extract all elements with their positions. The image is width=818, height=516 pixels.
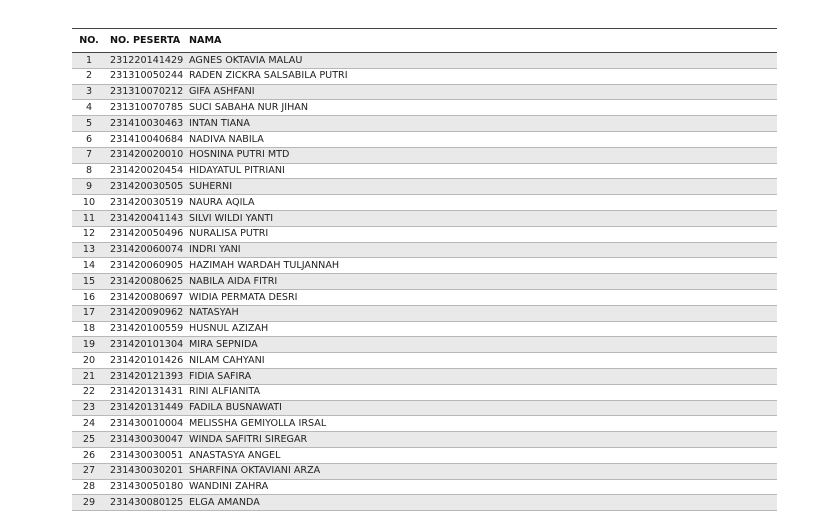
row-nama: MELISSHA GEMIYOLLA IRSAL <box>189 417 327 429</box>
table-row <box>72 68 777 84</box>
row-no-peserta: 231420060905 <box>110 259 184 271</box>
row-no-peserta: 231310050244 <box>110 70 184 82</box>
table-row <box>72 210 777 226</box>
row-no: 16 <box>82 291 96 303</box>
row-no: 4 <box>85 101 93 113</box>
row-nama: ANASTASYA ANGEL <box>189 449 281 461</box>
row-no-peserta: 231420030505 <box>110 180 184 192</box>
row-no: 13 <box>82 244 96 256</box>
row-nama: SUHERNI <box>189 180 233 192</box>
row-no: 21 <box>82 370 96 382</box>
table-row <box>72 353 777 369</box>
row-no: 6 <box>85 133 93 145</box>
row-no: 25 <box>82 433 96 445</box>
row-nama: NATASYAH <box>189 307 239 319</box>
row-nama: SILVI WILDI YANTI <box>189 212 274 224</box>
table-row <box>72 289 777 305</box>
row-no-peserta: 231420121393 <box>110 370 184 382</box>
row-nama: NILAM CAHYANI <box>189 354 265 366</box>
table-row <box>72 432 777 448</box>
row-nama: RINI ALFIANITA <box>189 386 261 398</box>
table-row <box>72 131 777 147</box>
table-row <box>72 400 777 416</box>
table-row <box>72 163 777 179</box>
row-no-peserta: 231420101304 <box>110 338 184 350</box>
table-row <box>72 100 777 116</box>
row-no: 2 <box>85 70 93 82</box>
row-nama: GIFA ASHFANI <box>189 86 255 98</box>
row-nama: NAURA AQILA <box>189 196 255 208</box>
table-row <box>72 416 777 432</box>
row-no: 1 <box>85 54 93 66</box>
row-nama: HAZIMAH WARDAH TULJANNAH <box>189 259 340 271</box>
row-no: 8 <box>85 165 93 177</box>
row-no: 12 <box>82 228 96 240</box>
row-no-peserta: 231410030463 <box>110 117 184 129</box>
table-header <box>72 29 777 53</box>
row-nama: HUSNUL AZIZAH <box>189 323 269 335</box>
row-no-peserta: 231420050496 <box>110 228 184 240</box>
row-no: 27 <box>82 465 96 477</box>
table-row <box>72 242 777 258</box>
row-no-peserta: 231420020010 <box>110 149 184 161</box>
row-no: 20 <box>82 354 96 366</box>
row-no-peserta: 231410040684 <box>110 133 184 145</box>
row-no: 28 <box>82 481 96 493</box>
row-nama: NURALISA PUTRI <box>189 228 269 240</box>
row-nama: SUCI SABAHA NUR JIHAN <box>189 101 309 113</box>
row-no: 18 <box>82 323 96 335</box>
table-row <box>72 258 777 274</box>
table-row <box>72 179 777 195</box>
row-no-peserta: 231420101426 <box>110 354 184 366</box>
participant-table <box>72 28 777 511</box>
row-no-peserta: 231420030519 <box>110 196 184 208</box>
row-no-peserta: 231420100559 <box>110 323 184 335</box>
table-row <box>72 53 777 69</box>
row-no: 10 <box>82 196 96 208</box>
table-row <box>72 305 777 321</box>
header-no: NO. <box>79 34 99 46</box>
row-nama: HOSNINA PUTRI MTD <box>189 149 290 161</box>
row-no: 3 <box>85 86 93 98</box>
table-row <box>72 368 777 384</box>
row-nama: SHARFINA OKTAVIANI ARZA <box>189 465 321 477</box>
table-row <box>72 147 777 163</box>
row-nama: AGNES OKTAVIA MALAU <box>189 54 303 66</box>
row-no: 7 <box>85 149 93 161</box>
row-no: 5 <box>85 117 93 129</box>
row-no-peserta: 231430030047 <box>110 433 184 445</box>
table-body <box>72 53 777 511</box>
row-no-peserta: 231420090962 <box>110 307 184 319</box>
row-nama: FIDIA SAFIRA <box>189 370 252 382</box>
row-no-peserta: 231430080125 <box>110 496 184 508</box>
table-row <box>72 463 777 479</box>
row-nama: NADIVA NABILA <box>189 133 264 145</box>
row-nama: WIDIA PERMATA DESRI <box>189 291 298 303</box>
row-no-peserta: 231310070785 <box>110 101 184 113</box>
header-no-peserta: NO. PESERTA <box>110 34 181 46</box>
row-nama: WINDA SAFITRI SIREGAR <box>189 433 308 445</box>
row-no: 11 <box>82 212 96 224</box>
row-nama: MIRA SEPNIDA <box>189 338 258 350</box>
row-no-peserta: 231420131431 <box>110 386 184 398</box>
row-no-peserta: 231420020454 <box>110 165 184 177</box>
row-no-peserta: 231430050180 <box>110 481 184 493</box>
row-no: 26 <box>82 449 96 461</box>
table-row <box>72 116 777 132</box>
row-no-peserta: 231420080625 <box>110 275 184 287</box>
table-row <box>72 447 777 463</box>
table-row <box>72 274 777 290</box>
row-nama: RADEN ZICKRA SALSABILA PUTRI <box>189 70 348 82</box>
row-no-peserta: 231420131449 <box>110 402 184 414</box>
row-nama: NABILA AIDA FITRI <box>189 275 278 287</box>
table-row <box>72 321 777 337</box>
row-no: 9 <box>85 180 93 192</box>
table-row <box>72 479 777 495</box>
row-nama: HIDAYATUL PITRIANI <box>189 165 285 177</box>
table-row <box>72 84 777 100</box>
table-row <box>72 495 777 511</box>
row-no: 19 <box>82 338 96 350</box>
header-row <box>72 29 777 53</box>
row-no-peserta: 231420080697 <box>110 291 184 303</box>
table-row <box>72 226 777 242</box>
row-no-peserta: 231420041143 <box>110 212 184 224</box>
row-no: 22 <box>82 386 96 398</box>
row-no-peserta: 231430010004 <box>110 417 184 429</box>
row-nama: INTAN TIANA <box>189 117 250 129</box>
table-row <box>72 337 777 353</box>
row-no: 23 <box>82 402 96 414</box>
row-no-peserta: 231420060074 <box>110 244 184 256</box>
row-no: 29 <box>82 496 96 508</box>
row-no-peserta: 231430030051 <box>110 449 184 461</box>
row-no-peserta: 231220141429 <box>110 54 184 66</box>
table-row <box>72 195 777 211</box>
row-no-peserta: 231430030201 <box>110 465 184 477</box>
row-no: 24 <box>82 417 96 429</box>
row-no-peserta: 231310070212 <box>110 86 184 98</box>
row-nama: INDRI YANI <box>189 244 241 256</box>
header-nama: NAMA <box>189 34 222 46</box>
row-no: 17 <box>82 307 96 319</box>
row-nama: WANDINI ZAHRA <box>189 481 269 493</box>
row-no: 15 <box>82 275 96 287</box>
row-nama: ELGA AMANDA <box>189 496 260 508</box>
row-nama: FADILA BUSNAWATI <box>189 402 282 414</box>
table-row <box>72 384 777 400</box>
row-no: 14 <box>82 259 96 271</box>
